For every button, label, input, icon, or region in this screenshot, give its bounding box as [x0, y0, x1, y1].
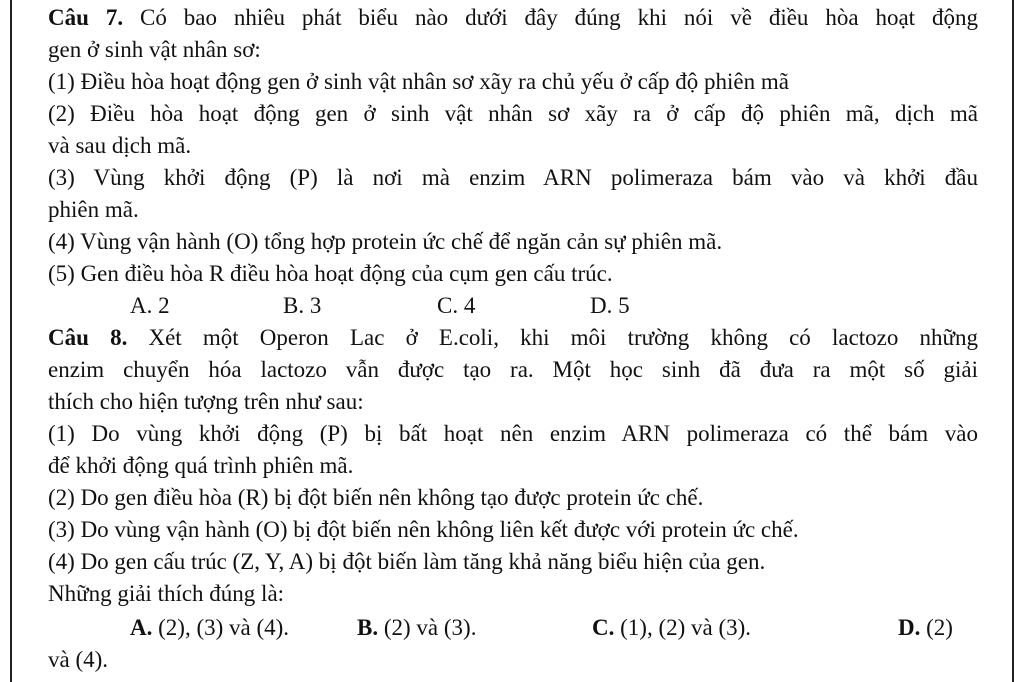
q7-stem-line-1 [48, 2, 978, 34]
q7-statement-3-line-2: phiên mã. [48, 197, 139, 222]
q7-option-c[interactable]: C. 4 [437, 293, 476, 318]
q7-statement-3-line-1: (3) Vùng khởi động (P) là nơi mà enzim ARN polimeraza bám vào và khởi đầu [48, 165, 978, 190]
q8-statement-4: (4) Do gen cấu trúc (Z, Y, A) bị đột biến làm tăng khả năng biểu hiện của gen. [48, 549, 766, 574]
q8-option-c-letter: C. [592, 615, 615, 640]
q8-label: Câu 8. [48, 325, 128, 350]
q8-stem-line-2: enzim chuyển hóa lactozo vẫn được tạo ra. Một học sinh đã đưa ra một số giải [48, 357, 978, 382]
q8-option-d-continuation: và (4). [48, 647, 109, 672]
q8-stem-text: Xét một Operon Lac ở E.coli, khi môi trường không có lactozo những [127, 325, 979, 350]
q8-option-b[interactable] [357, 612, 476, 644]
q8-option-b-text: (2) và (3). [378, 615, 477, 640]
q8-stem-line-1 [48, 322, 978, 354]
q7-stem-text: Có bao nhiêu phát biểu nào dưới đây đúng khi nói về điều hòa hoạt động [140, 5, 978, 30]
q7-option-b[interactable]: B. 3 [283, 293, 322, 318]
q8-statement-1-line-2: để khởi động quá trình phiên mã. [48, 453, 354, 478]
q8-option-a-text: (2), (3) và (4). [152, 615, 290, 640]
q8-option-a[interactable] [130, 612, 289, 644]
q7-statement-2-line-2: và sau dịch mã. [48, 133, 192, 158]
q8-statement-3: (3) Do vùng vận hành (O) bị đột biến nên không liên kết được với protein ức chế. [48, 517, 799, 542]
q8-option-d-letter: D. [898, 615, 921, 640]
q8-statement-1-line-1: (1) Do vùng khởi động (P) bị bất hoạt nên enzim ARN polimeraza có thể bám vào [48, 421, 978, 446]
q8-option-d-text: (2) [920, 615, 953, 640]
q7-statement-1: (1) Điều hòa hoạt động gen ở sinh vật nhân sơ xãy ra chủ yếu ở cấp độ phiên mã [48, 69, 789, 94]
q8-option-a-letter: A. [130, 615, 153, 640]
q7-stem-line-2: gen ở sinh vật nhân sơ: [48, 37, 261, 62]
q7-label: Câu 7. [48, 5, 124, 30]
q8-option-c-text: (1), (2) và (3). [614, 615, 752, 640]
q7-option-a[interactable]: A. 2 [130, 293, 170, 318]
q8-statement-2: (2) Do gen điều hòa (R) bị đột biến nên không tạo được protein ức chế. [48, 485, 704, 510]
q8-option-d[interactable] [898, 612, 953, 644]
q8-conclusion: Những giải thích đúng là: [48, 581, 285, 606]
q7-statement-5: (5) Gen điều hòa R điều hòa hoạt động của cụm gen cấu trúc. [48, 261, 613, 286]
q8-stem-line-3: thích cho hiện tượng trên như sau: [48, 389, 364, 414]
q8-option-b-letter: B. [357, 615, 379, 640]
q8-option-c[interactable] [592, 612, 751, 644]
q7-statement-2-line-1: (2) Điều hòa hoạt động gen ở sinh vật nhân sơ xãy ra ở cấp độ phiên mã, dịch mã [48, 101, 978, 126]
q7-statement-4: (4) Vùng vận hành (O) tổng hợp protein ức chế để ngăn cản sự phiên mã. [48, 229, 723, 254]
q7-option-d[interactable]: D. 5 [590, 293, 630, 318]
